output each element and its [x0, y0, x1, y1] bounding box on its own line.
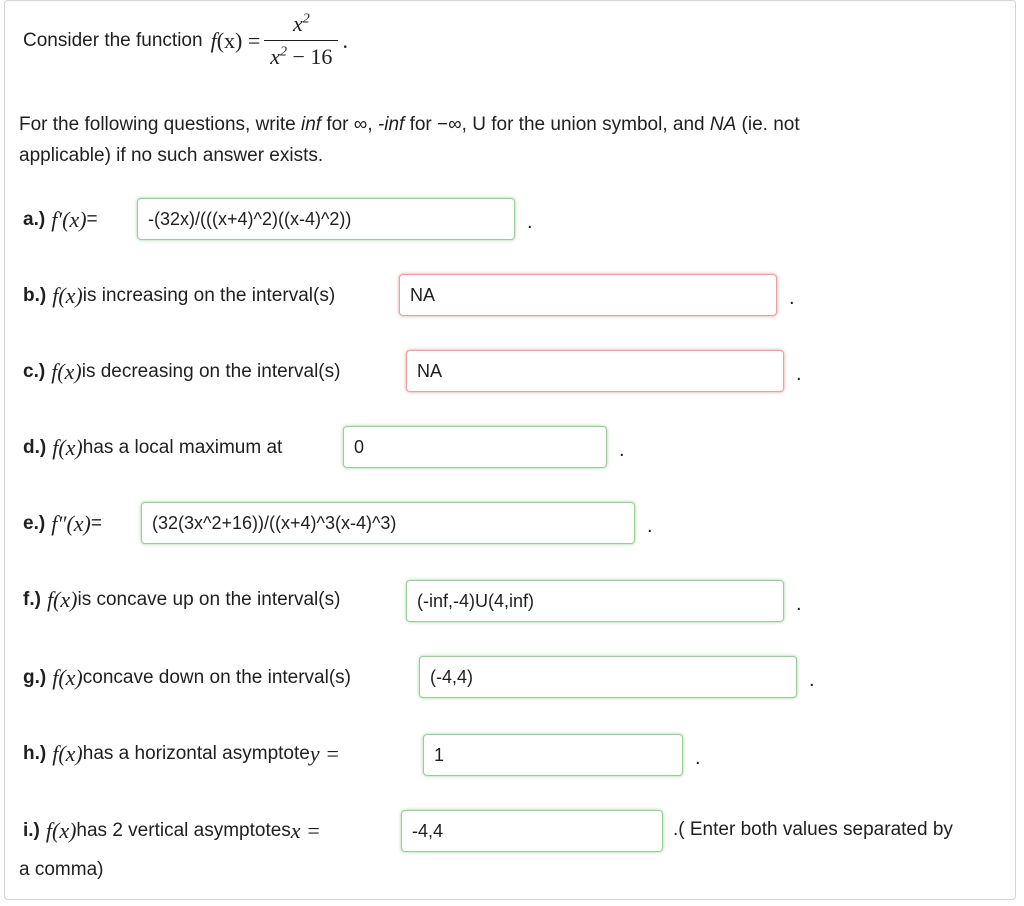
answer-e-input[interactable] [141, 502, 635, 544]
answer-i-note: .( Enter both values separated by [673, 819, 953, 840]
answer-d-input[interactable] [343, 426, 607, 468]
answer-g-input[interactable] [419, 656, 797, 698]
question-f: f.) f(x) is concave up on the interval(s) [23, 587, 341, 612]
function-name: f [210, 27, 217, 53]
instructions-line-1: For the following questions, write inf for ∞, -inf for −∞, U for the union symbol, and NA (ie. not [19, 114, 800, 135]
question-i: i.) f(x) has 2 vertical asymptotes x = [23, 818, 321, 843]
question-b: b.) f(x) is increasing on the interval(s) [23, 283, 336, 308]
question-d: d.) f(x) has a local maximum at [23, 435, 283, 460]
answer-a-input[interactable] [137, 198, 515, 240]
answer-f-input[interactable] [406, 580, 784, 622]
question-card: Consider the function f (x) = $\frac{x^2}{x^2 - 16}$ . For the following questions, write inf for ∞, -inf for −∞, U for the union symbol, and NA (ie. not applicable) if no such answer exists. a.) f′(x) = -(32x)/(((x+4)^2)((x-4)^2)) . b.) f(x) is increasing on the interval(s) NA . c.) f(x) is decreasing on the interval(s) NA . d.) f(x) has a local maximum at 0 . e.) f″(x) = (32(3x^2+16))/((x+4)^3(x-4)^3) . f.) f(x) is concave up on the interval(s) (-inf,-4)U(4,inf) . g.) f(x) concave down on the interval(s) (-4,4) . h.) f(x) has a horizontal asymptote y = 1 . i.) f(x) has 2 vertical asymptotes x = -4,4 .( Enter both values separated by a comma) [4, 0, 1016, 900]
answer-c-input[interactable] [406, 350, 784, 392]
intro-prefix: Consider the function [23, 29, 203, 51]
question-e: e.) f″(x) = [23, 511, 102, 536]
question-a: a.) f′(x) = [23, 207, 98, 232]
question-g: g.) f(x) concave down on the interval(s) [23, 665, 352, 690]
function-fraction [264, 11, 338, 70]
instructions-line-2: applicable) if no such answer exists. [19, 145, 324, 166]
fraction-numerator: $x^2$ [292, 11, 310, 36]
instructions [19, 109, 999, 171]
intro-period: . [342, 27, 348, 53]
intro-line [23, 11, 348, 70]
answer-b-input[interactable] [399, 274, 777, 316]
answer-i-note-cont: a comma) [19, 859, 104, 880]
answer-i-input[interactable] [401, 810, 663, 852]
question-c: c.) f(x) is decreasing on the interval(s) [23, 359, 341, 384]
function-arg: (x) = [216, 27, 261, 53]
fraction-denominator: $x^2 - 16$ [264, 40, 338, 70]
question-h: h.) f(x) has a horizontal asymptote y = [23, 741, 340, 766]
answer-h-input[interactable] [423, 734, 683, 776]
